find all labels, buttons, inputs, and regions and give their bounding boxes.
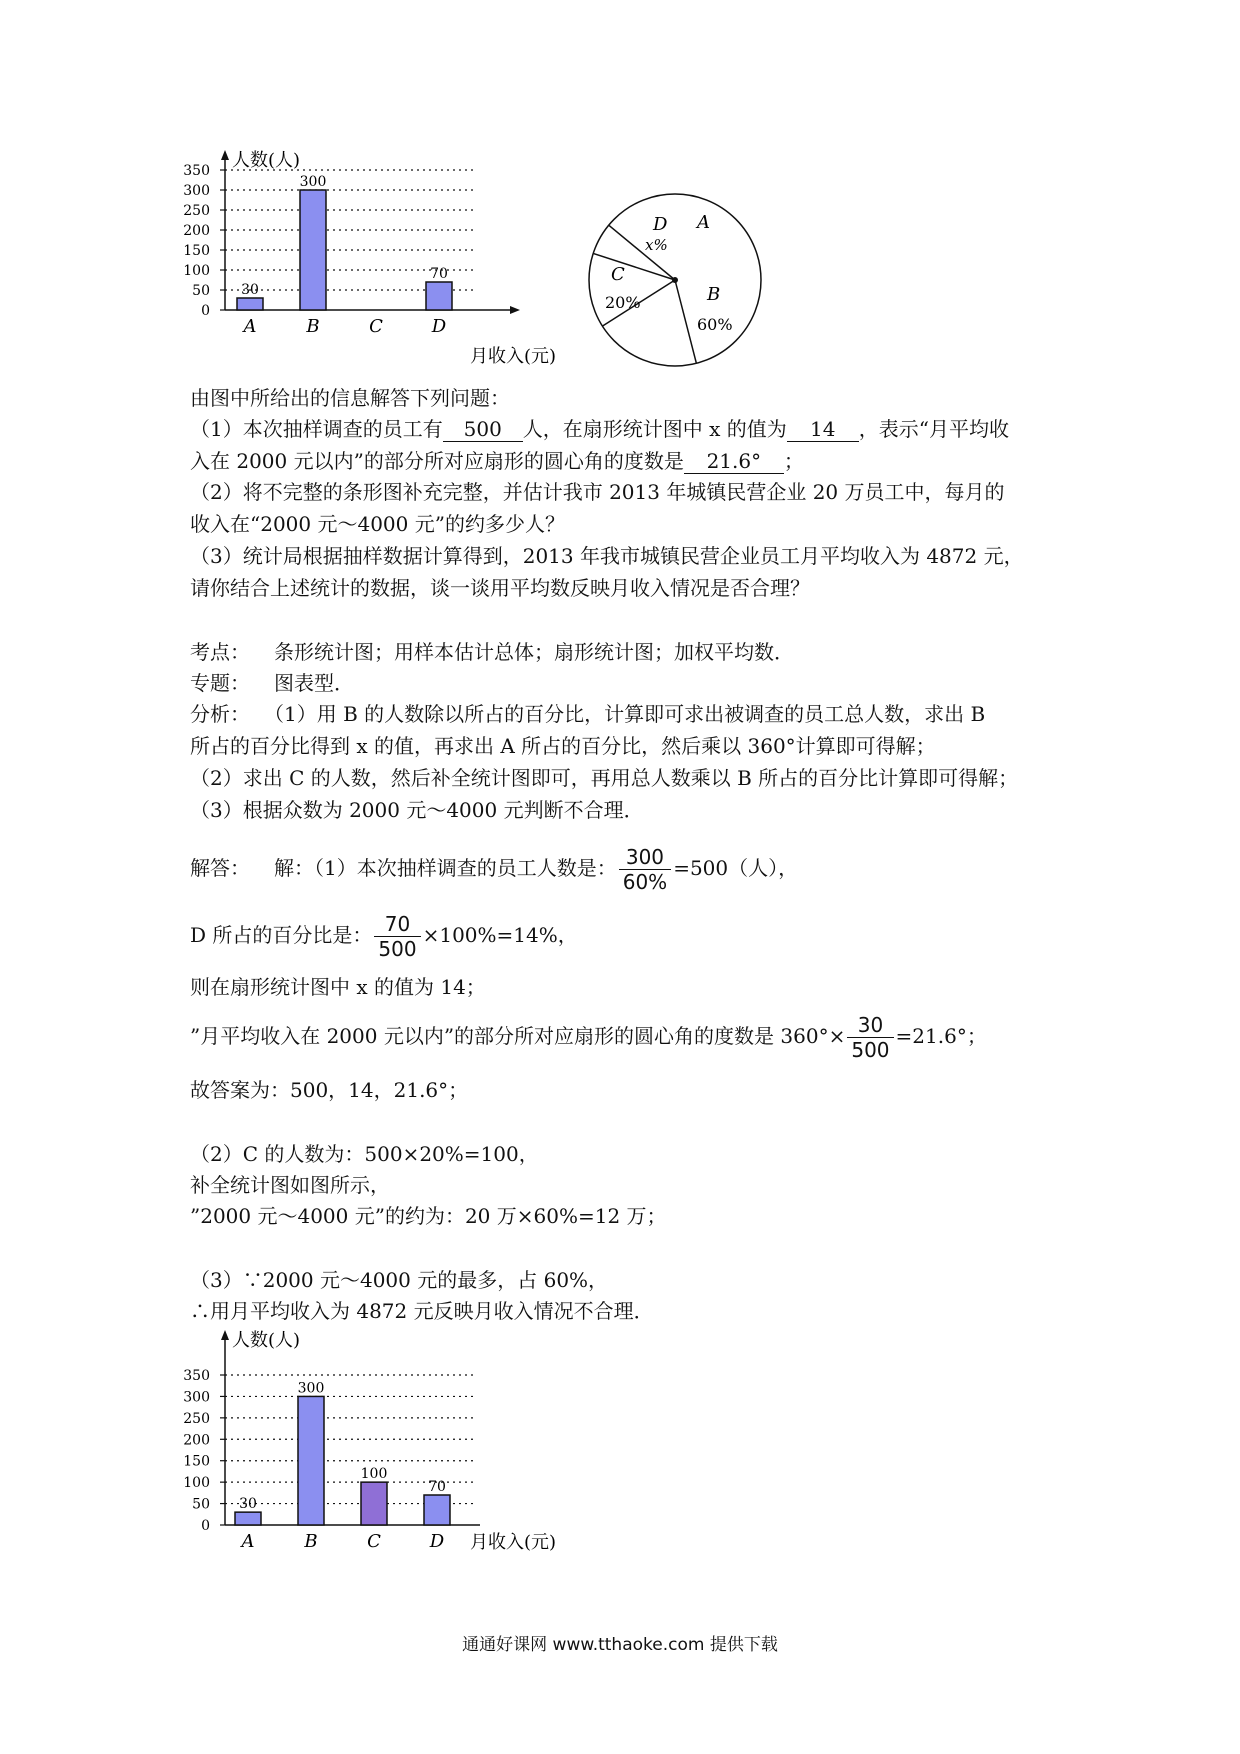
y-tick-label: 300 bbox=[183, 183, 210, 199]
y-tick-label: 100 bbox=[183, 1475, 210, 1492]
y-axis-label: 人数(人) bbox=[232, 1330, 301, 1351]
jieda-line-3: 则在扇形统计图中 x 的值为 14； bbox=[190, 975, 486, 999]
jieda-line-5: 故答案为：500，14，21.6°； bbox=[190, 1078, 469, 1102]
y-tick-label: 200 bbox=[183, 1432, 210, 1449]
zhuanti-line: 专题： 图表型． bbox=[190, 671, 354, 695]
y-tick-label: 350 bbox=[183, 1368, 210, 1384]
blank-3-answer: 21.6° bbox=[684, 449, 784, 474]
y-axis-label: 人数(人) bbox=[232, 150, 301, 171]
question-2-line-1: （2）将不完整的条形图补充完整，并估计我市 2013 年城镇民营企业 20 万员工中，每月的 bbox=[190, 480, 1005, 504]
pie-chart bbox=[585, 190, 765, 370]
pie-pct-d: x% bbox=[645, 236, 668, 254]
question-3-line-1: （3）统计局根据抽样数据计算得到，2013 年我市城镇民营企业员工月平均收入为 4872 元， bbox=[190, 544, 1024, 568]
y-axis-arrow bbox=[221, 150, 229, 160]
x-axis-arrow bbox=[510, 306, 520, 314]
bar-value-label: 70 bbox=[430, 266, 448, 282]
pie-slice-boundary bbox=[675, 280, 696, 363]
bar-a bbox=[235, 1512, 261, 1525]
y-tick-label: 250 bbox=[183, 203, 210, 219]
question-1-line-2: 入在 2000 元以内”的部分所对应扇形的圆心角的度数是 21.6° ； bbox=[190, 449, 804, 473]
bar-value-label: 100 bbox=[360, 1466, 388, 1483]
y-axis-arrow bbox=[221, 1330, 229, 1340]
kaodian-line: 考点： 条形统计图；用样本估计总体；扇形统计图；加权平均数． bbox=[190, 640, 794, 664]
question-1-line-1: （1）本次抽样调查的员工有 500 人，在扇形统计图中 x 的值为 14 ，表示“月平均收 bbox=[190, 417, 1009, 441]
jieda-label: 解答： bbox=[190, 856, 250, 880]
x-tick-label: B bbox=[306, 316, 320, 337]
jieda-line-10: ∴用月平均收入为 4872 元反映月收入情况不合理． bbox=[190, 1299, 654, 1323]
pie-label-a: A bbox=[697, 212, 710, 233]
footer-credit: 通通好课网 www.tthaoke.com 提供下载 bbox=[462, 1635, 778, 1655]
bar-chart-completed bbox=[180, 1330, 580, 1560]
bar-value-label: 70 bbox=[428, 1479, 446, 1495]
jieda-line-2: D 所占的百分比是： $\frac{70}{500}$ ×100%=14%， bbox=[190, 912, 578, 961]
question-3-line-2: 请你结合上述统计的数据，谈一谈用平均数反映月收入情况是否合理？ bbox=[190, 576, 810, 600]
fenxi-line-4: （3）根据众数为 2000 元～4000 元判断不合理． bbox=[190, 798, 644, 822]
x-tick-label: A bbox=[243, 316, 257, 337]
x-tick-label: C bbox=[369, 316, 383, 337]
pie-pct-b: 60% bbox=[697, 315, 733, 334]
fraction-30-over-500: $\frac{30}{500}$ bbox=[847, 1013, 893, 1062]
pie-label-d: D bbox=[653, 214, 668, 235]
y-tick-label: 200 bbox=[183, 223, 210, 239]
bar-c bbox=[361, 1482, 387, 1525]
blank-1-answer: 500 bbox=[443, 417, 523, 442]
jieda-line-6: （2）C 的人数为：500×20%=100， bbox=[190, 1142, 539, 1166]
intro-line: 由图中所给出的信息解答下列问题： bbox=[190, 386, 510, 410]
bar-value-label: 300 bbox=[299, 174, 327, 190]
fenxi-line-1: 分析： （1）用 B 的人数除以所占的百分比，计算即可求出被调查的员工总人数，求出 B bbox=[190, 702, 986, 726]
bar-a bbox=[237, 298, 263, 310]
jieda-line-9: （3）∵2000 元～4000 元的最多，占 60%， bbox=[190, 1268, 609, 1292]
y-tick-label: 0 bbox=[201, 1518, 210, 1534]
bar-d bbox=[426, 282, 452, 310]
y-tick-label: 250 bbox=[183, 1410, 210, 1427]
question-2-line-2: 收入在“2000 元～4000 元”的约多少人？ bbox=[190, 512, 565, 536]
y-tick-label: 300 bbox=[183, 1389, 210, 1406]
jieda-line-4: ”月平均收入在 2000 元以内”的部分所对应扇形的圆心角的度数是 360°× $\frac{30}{500}$ =21.6°； bbox=[190, 1013, 987, 1062]
blank-2-answer: 14 bbox=[787, 417, 859, 442]
bar-b bbox=[298, 1396, 324, 1525]
bar-d bbox=[424, 1495, 450, 1525]
y-tick-label: 150 bbox=[183, 243, 210, 259]
pie-slice-boundary bbox=[593, 253, 675, 280]
y-tick-label: 50 bbox=[192, 283, 210, 299]
x-tick-label: D bbox=[431, 316, 447, 337]
pie-center bbox=[672, 277, 678, 283]
x-tick-label: A bbox=[241, 1531, 255, 1552]
x-tick-label: C bbox=[367, 1531, 381, 1552]
bar-chart-top bbox=[180, 150, 580, 380]
y-tick-label: 150 bbox=[183, 1453, 210, 1470]
bar-value-label: 30 bbox=[241, 282, 259, 298]
jieda-line-1: 解答： 解：（1）本次抽样调查的员工人数是： $\frac{300}{60\%}$ =500（人）， bbox=[190, 845, 799, 894]
fraction-300-over-60: $\frac{300}{60\%}$ bbox=[619, 845, 671, 894]
x-axis-label: 月收入(元) bbox=[470, 346, 557, 367]
bar-value-label: 300 bbox=[297, 1380, 325, 1397]
kaodian-label: 考点： bbox=[190, 640, 250, 664]
x-tick-label: B bbox=[304, 1531, 318, 1552]
fraction-70-over-500: $\frac{70}{500}$ bbox=[374, 912, 420, 961]
pie-label-c: C bbox=[611, 264, 625, 285]
fenxi-line-2: 所占的百分比得到 x 的值，再求出 A 所占的百分比，然后乘以 360°计算即可得解； bbox=[190, 734, 936, 758]
zhuanti-label: 专题： bbox=[190, 671, 250, 695]
pie-label-b: B bbox=[707, 284, 721, 305]
y-tick-label: 50 bbox=[192, 1496, 210, 1513]
x-axis-label: 月收入(元) bbox=[470, 1532, 557, 1553]
jieda-line-7: 补全统计图如图所示， bbox=[190, 1173, 390, 1197]
fenxi-label: 分析： bbox=[190, 702, 250, 726]
x-tick-label: D bbox=[429, 1531, 445, 1552]
y-tick-label: 100 bbox=[183, 263, 210, 279]
y-tick-label: 350 bbox=[183, 163, 210, 179]
bar-b bbox=[300, 190, 326, 310]
y-tick-label: 0 bbox=[201, 303, 210, 319]
jieda-line-8: ”2000 元～4000 元”的约为：20 万×60%=12 万； bbox=[190, 1204, 667, 1228]
pie-pct-c: 20% bbox=[605, 293, 641, 312]
fenxi-line-3: （2）求出 C 的人数，然后补全统计图即可，再用总人数乘以 B 所占的百分比计算即可得解； bbox=[190, 766, 1019, 790]
bar-value-label: 30 bbox=[239, 1496, 257, 1513]
